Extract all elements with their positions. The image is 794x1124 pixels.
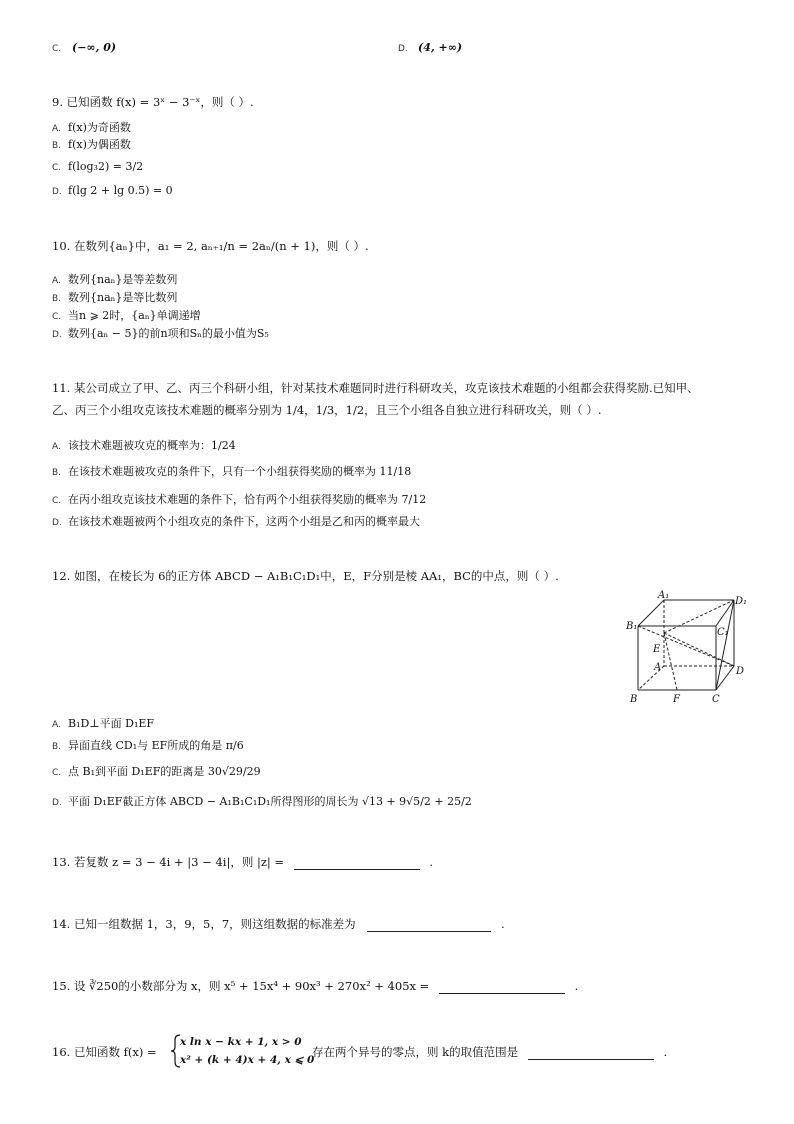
- option-label: D.: [52, 187, 62, 197]
- question-13: [52, 854, 433, 870]
- q9-option-c: [52, 159, 143, 176]
- top-option-c: [52, 40, 116, 57]
- option-text: 在丙小组攻克该技术难题的条件下，恰有两个小组获得奖励的概率为 7/12: [68, 493, 427, 506]
- q12-option-b: [52, 738, 244, 755]
- option-label: C.: [52, 163, 62, 173]
- label-c: C: [712, 694, 720, 705]
- option-text: 异面直线 CD₁与 EF所成的角是 π/6: [68, 739, 244, 752]
- q9-option-d: [52, 183, 173, 200]
- q11-option-d: [52, 514, 420, 531]
- option-label: A.: [52, 124, 61, 134]
- option-text: 在该技术难题被攻克的条件下，只有一个小组获得奖励的概率为 11/18: [68, 465, 412, 478]
- question-end-mark: .: [663, 1045, 668, 1059]
- answer-blank-15[interactable]: [439, 981, 565, 994]
- option-text: 在该技术难题被两个小组攻克的条件下，这两个小组是乙和丙的概率最大: [68, 515, 420, 528]
- option-label: B.: [52, 468, 62, 478]
- piecewise-case-1: x ln x − kx + 1, x > 0: [180, 1036, 302, 1048]
- question-15-stem: 15. 设 ∛250的小数部分为 x，则 x⁵ + 15x⁴ + 90x³ + 270x² + 405x =: [52, 979, 430, 993]
- question-11-stem-line1: 11. 某公司成立了甲、乙、丙三个科研小组，针对某技术难题同时进行科研攻关，攻克该技术难题的小组都会获得奖励.已知甲、: [52, 381, 699, 395]
- option-text: 点 B₁到平面 D₁EF的距离是 30√29/29: [68, 765, 261, 778]
- option-label: A.: [52, 720, 61, 730]
- option-text: 数列{aₙ − 5}的前n项和Sₙ的最小值为S₅: [68, 327, 269, 340]
- label-e: E: [653, 644, 661, 655]
- option-label: C.: [52, 496, 62, 506]
- option-text: f(log₃2) = 3/2: [68, 160, 144, 173]
- q11-option-c: [52, 492, 426, 509]
- option-text: 该技术难题被攻克的概率为：1/24: [68, 439, 236, 452]
- label-a: A: [654, 662, 662, 673]
- option-text: f(x)为偶函数: [68, 138, 131, 151]
- question-14-stem: 14. 已知一组数据 1，3，9，5，7，则这组数据的标准差为: [52, 917, 356, 931]
- question-15: [52, 978, 578, 994]
- label-d: D: [736, 666, 745, 677]
- option-label: A.: [52, 276, 61, 286]
- option-text: f(lg 2 + lg 0.5) = 0: [68, 184, 173, 197]
- answer-blank-13[interactable]: [294, 857, 420, 870]
- option-label: D.: [398, 44, 408, 54]
- option-text: f(x)为奇函数: [68, 121, 131, 134]
- option-label: D.: [52, 518, 62, 528]
- question-16-prefix: 16. 已知函数 f(x) =: [52, 1045, 157, 1059]
- option-label: C.: [52, 44, 62, 54]
- option-label: B.: [52, 742, 62, 752]
- option-label: A.: [52, 442, 61, 452]
- q10-option-c: [52, 308, 201, 325]
- option-text: 数列{naₙ}是等差数列: [68, 273, 178, 286]
- option-text: 数列{naₙ}是等比数列: [68, 291, 178, 304]
- question-9-stem: 9. 已知函数 f(x) = 3ˣ − 3⁻ˣ，则（ ）.: [52, 95, 254, 109]
- option-label: C.: [52, 768, 62, 778]
- question-end-mark: .: [429, 855, 434, 869]
- label-c1: C₁: [717, 627, 729, 638]
- q12-option-d: [52, 794, 472, 811]
- option-label: B.: [52, 141, 62, 151]
- option-label: B.: [52, 294, 62, 304]
- answer-blank-14[interactable]: [367, 919, 491, 932]
- piecewise-case-2: x² + (k + 4)x + 4, x ⩽ 0: [180, 1054, 315, 1066]
- question-14: [52, 916, 505, 932]
- cube-figure: [624, 590, 756, 710]
- label-a1: A₁: [658, 590, 670, 601]
- question-12-stem: 12. 如图，在棱长为 6的正方体 ABCD − A₁B₁C₁D₁中，E，F分别是棱 AA₁，BC的中点，则（ ）.: [52, 569, 559, 583]
- q11-option-b: [52, 464, 411, 481]
- label-f: F: [673, 694, 680, 705]
- option-text: (4, +∞): [418, 41, 463, 54]
- q9-option-b: [52, 137, 131, 154]
- q9-option-a: [52, 120, 131, 137]
- q11-option-a: [52, 438, 236, 455]
- question-13-stem: 13. 若复数 z = 3 − 4i + |3 − 4i|，则 |z| =: [52, 855, 285, 869]
- q10-option-a: [52, 272, 177, 289]
- question-16-suffix: 存在两个异号的零点，则 k的取值范围是: [312, 1045, 519, 1059]
- option-text: 平面 D₁EF截正方体 ABCD − A₁B₁C₁D₁所得图形的周长为 √13 + 9√5/2 + 25/2: [68, 795, 472, 808]
- label-d1: D₁: [735, 596, 748, 607]
- option-label: D.: [52, 330, 62, 340]
- option-text: (−∞, 0): [72, 41, 117, 54]
- q12-option-a: [52, 716, 154, 733]
- option-label: C.: [52, 312, 62, 322]
- option-text: 当n ⩾ 2时，{aₙ}单调递增: [68, 309, 201, 322]
- question-16-suffix-row: [312, 1044, 667, 1060]
- q12-option-c: [52, 764, 261, 781]
- question-10-stem: 10. 在数列{aₙ}中，a₁ = 2, aₙ₊₁/n = 2aₙ/(n + 1)，则（ ）.: [52, 239, 369, 253]
- question-end-mark: .: [574, 979, 579, 993]
- question-11-stem-line2: 乙、丙三个小组攻克该技术难题的概率分别为 1/4，1/3，1/2，且三个小组各自独立进行科研攻关，则（ ）.: [52, 403, 602, 417]
- label-b1: B₁: [626, 621, 638, 632]
- option-label: D.: [52, 798, 62, 808]
- label-b: B: [630, 694, 638, 705]
- option-text: B₁D⊥平面 D₁EF: [68, 717, 155, 730]
- question-end-mark: .: [501, 917, 505, 931]
- q10-option-b: [52, 290, 177, 307]
- q10-option-d: [52, 326, 269, 343]
- top-option-d: [398, 40, 462, 57]
- answer-blank-16[interactable]: [528, 1047, 654, 1060]
